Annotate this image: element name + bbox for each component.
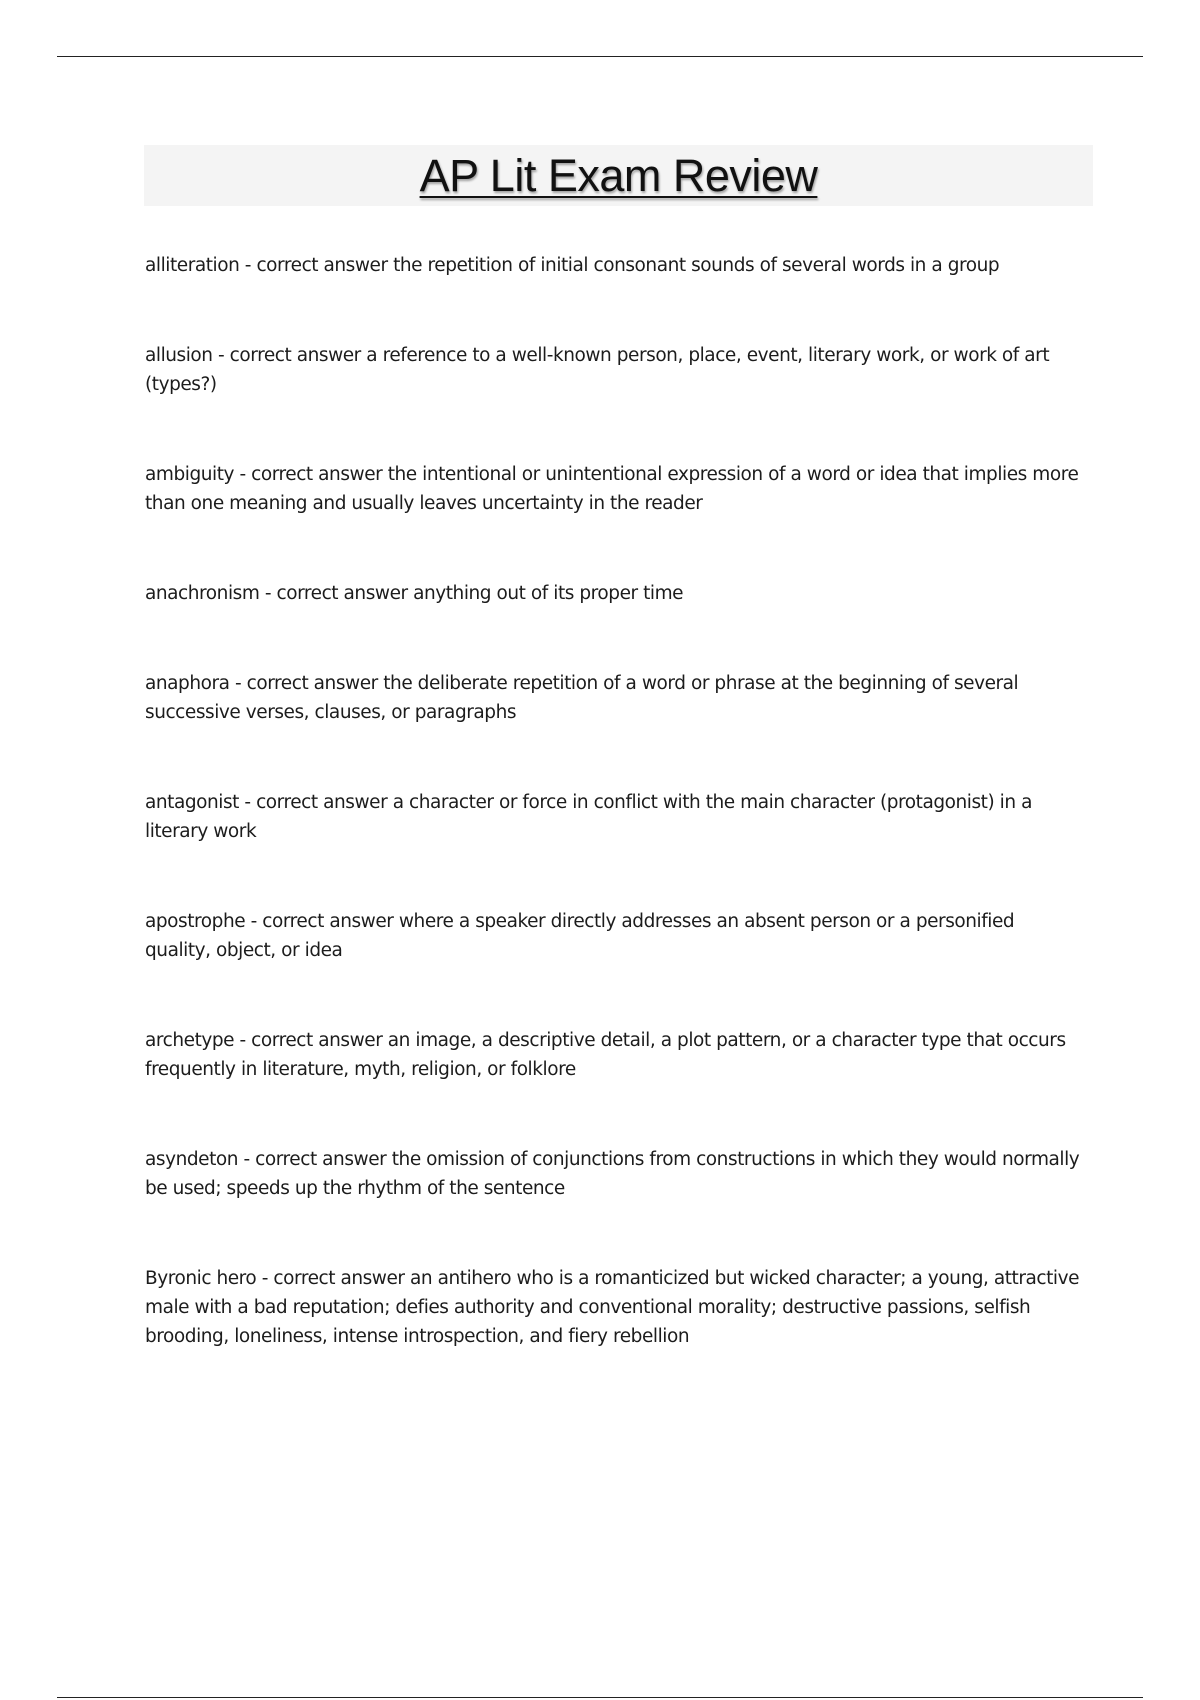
glossary-list bbox=[145, 251, 1080, 1412]
entry-definition: the repetition of initial consonant sounds of several words in a group bbox=[393, 255, 1000, 276]
glossary-entry bbox=[145, 669, 1080, 727]
glossary-entry bbox=[145, 1145, 1080, 1203]
title-band bbox=[144, 145, 1093, 206]
entry-definition: a reference to a well-known person, place, event, literary work, or work of art (types?) bbox=[145, 345, 1050, 395]
entry-term: antagonist bbox=[145, 792, 239, 813]
glossary-entry bbox=[145, 1026, 1080, 1084]
entry-definition: the deliberate repetition of a word or phrase at the beginning of several successive verses, clauses, or paragraphs bbox=[145, 673, 1019, 723]
entry-separator: - correct answer bbox=[229, 673, 384, 694]
glossary-entry bbox=[145, 460, 1080, 518]
entry-definition: where a speaker directly addresses an absent person or a personified quality, object, or idea bbox=[145, 911, 1015, 961]
entry-term: anaphora bbox=[145, 673, 230, 694]
page-title: AP Lit Exam Review bbox=[419, 150, 818, 201]
entry-definition: the intentional or unintentional expression of a word or idea that implies more than one meaning and usually leaves uncertainty in the reader bbox=[145, 464, 1079, 514]
entry-separator: - correct answer bbox=[259, 583, 414, 604]
entry-term: anachronism bbox=[145, 583, 260, 604]
entry-term: apostrophe bbox=[145, 911, 246, 932]
entry-separator: - correct answer bbox=[238, 792, 393, 813]
entry-separator: - correct answer bbox=[238, 1149, 392, 1170]
bottom-rule bbox=[57, 1697, 1143, 1698]
top-rule bbox=[57, 56, 1143, 57]
entry-separator: - correct answer bbox=[234, 464, 388, 485]
glossary-entry bbox=[145, 788, 1080, 846]
entry-term: ambiguity bbox=[145, 464, 235, 485]
glossary-entry bbox=[145, 341, 1080, 399]
glossary-entry bbox=[145, 1264, 1080, 1351]
entry-definition: anything out of its proper time bbox=[413, 583, 684, 604]
entry-definition: a character or force in conflict with the main character (protagonist) in a literary work bbox=[145, 792, 1032, 842]
entry-separator: - correct answer bbox=[256, 1268, 411, 1289]
glossary-entry bbox=[145, 251, 1080, 280]
entry-separator: - correct answer bbox=[239, 255, 394, 276]
entry-separator: - correct answer bbox=[212, 345, 367, 366]
entry-term: archetype bbox=[145, 1030, 235, 1051]
glossary-entry bbox=[145, 907, 1080, 965]
entry-term: Byronic hero bbox=[145, 1268, 257, 1289]
entry-definition: an image, a descriptive detail, a plot pattern, or a character type that occurs frequently in literature, myth, religion, or folklore bbox=[145, 1030, 1066, 1080]
entry-definition: the omission of conjunctions from constructions in which they would normally be used; speeds up the rhythm of the sentence bbox=[145, 1149, 1080, 1199]
entry-definition: an antihero who is a romanticized but wicked character; a young, attractive male with a bad reputation; defies authority and conventional morality; destructive passions, selfish brooding, loneliness, intense introspection, and fiery rebellion bbox=[145, 1268, 1080, 1347]
entry-separator: - correct answer bbox=[234, 1030, 388, 1051]
entry-term: alliteration bbox=[145, 255, 240, 276]
entry-separator: - correct answer bbox=[245, 911, 399, 932]
entry-term: asyndeton bbox=[145, 1149, 239, 1170]
glossary-entry bbox=[145, 579, 1080, 608]
entry-term: allusion bbox=[145, 345, 213, 366]
